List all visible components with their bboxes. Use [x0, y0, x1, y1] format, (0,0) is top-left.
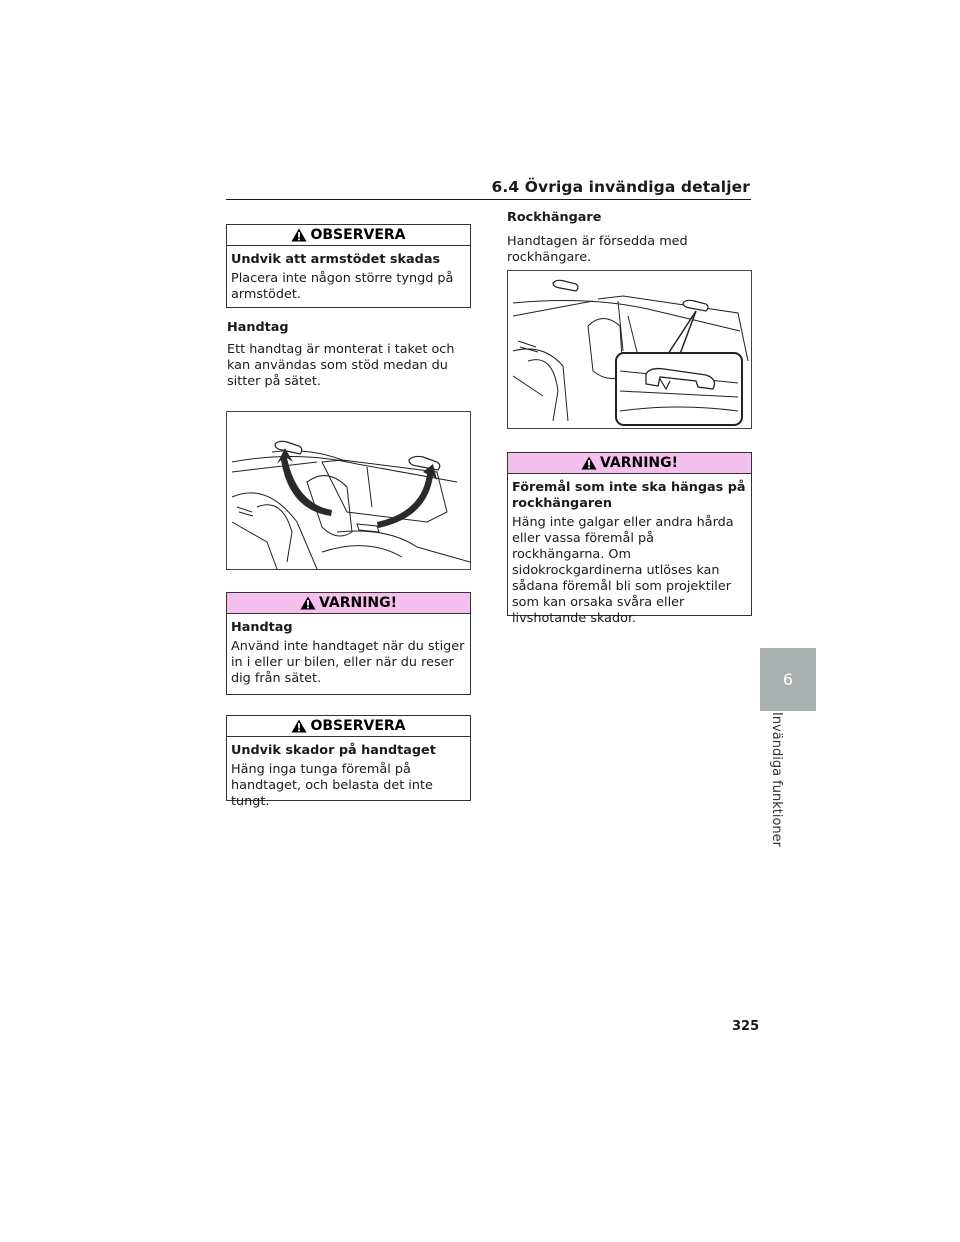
- page-number: 325: [732, 1019, 760, 1034]
- notice-subtitle: Undvik att armstödet skadas: [231, 252, 441, 267]
- warning-header: [508, 453, 751, 474]
- notice-text: Häng inga tunga föremål på handtaget, och belasta det inte tungt.: [231, 762, 433, 809]
- handle-paragraph: Ett handtag är monterat i taket och kan användas som stöd medan du sitter på sätet.: [227, 342, 455, 389]
- warning-triangle-icon: [581, 456, 597, 470]
- warning-subtitle: Handtag: [231, 620, 293, 635]
- header-rule: [226, 199, 751, 200]
- warning-triangle-icon: [291, 719, 307, 733]
- chapter-label: Invändiga funktioner: [769, 712, 784, 848]
- notice-box-handle: [226, 715, 471, 809]
- handle-heading: Handtag: [227, 320, 289, 335]
- warning-header: [227, 593, 470, 614]
- notice-header: [227, 225, 470, 246]
- warning-triangle-icon: [291, 228, 307, 242]
- warning-subtitle: Föremål som inte ska hängas på rockhängaren: [512, 480, 746, 511]
- warning-triangle-icon: [300, 596, 316, 610]
- notice-label: OBSERVERA: [310, 227, 406, 243]
- warning-label: VARNING!: [318, 595, 398, 611]
- notice-header: [227, 716, 470, 737]
- coat-hook-paragraph: Handtagen är försedda med rockhängare.: [507, 234, 688, 265]
- warning-text: Häng inte galgar eller andra hårda eller vassa föremål på rockhängarna. Om sidokrockgardinerna utlöses kan sådana föremål bli som projektiler som kan orsaka svåra eller livshotande skador.: [512, 515, 734, 626]
- coat-hook-heading: Rockhängare: [507, 210, 602, 225]
- grab-handle-illustration: [226, 411, 471, 570]
- coat-hook-illustration: [507, 270, 752, 429]
- warning-box-coat-hook: [507, 452, 752, 626]
- notice-subtitle: Undvik skador på handtaget: [231, 743, 436, 758]
- warning-label: VARNING!: [599, 455, 679, 471]
- warning-box-handle: [226, 592, 471, 695]
- chapter-tab: 6: [760, 648, 816, 711]
- section-title: 6.4 Övriga invändiga detaljer: [491, 178, 750, 196]
- warning-text: Använd inte handtaget när du stiger in i eller ur bilen, eller när du reser dig från sätet.: [231, 639, 465, 686]
- notice-label: OBSERVERA: [310, 718, 406, 734]
- notice-text: Placera inte någon större tyngd på armstödet.: [231, 271, 454, 302]
- notice-box-armrest: [226, 224, 471, 308]
